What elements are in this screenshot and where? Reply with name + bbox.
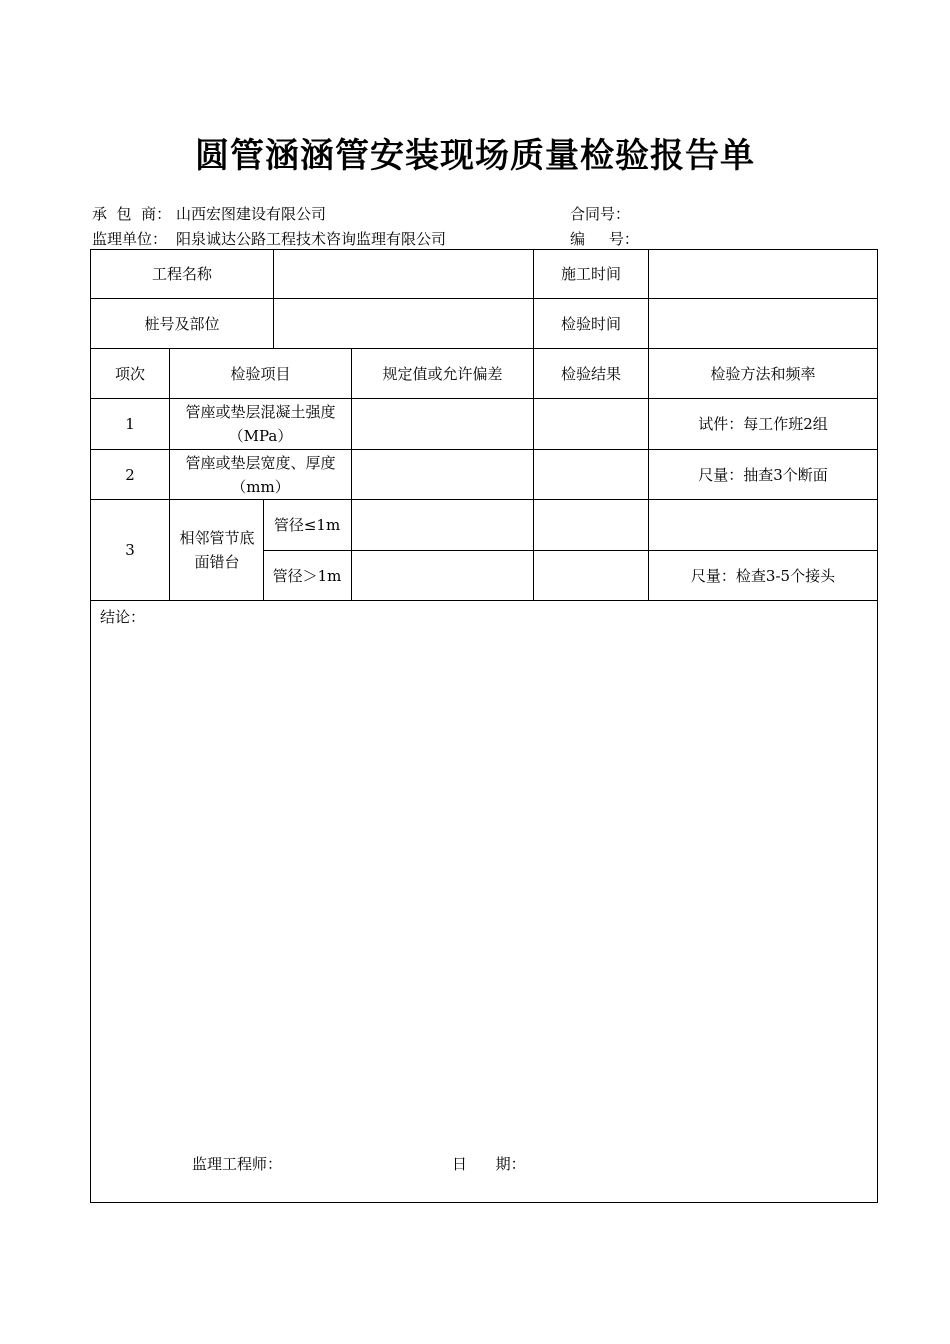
row-2-item: 管座或垫层宽度、厚度（mm）: [185, 453, 336, 496]
contractor-label: 承 包 商：: [92, 205, 172, 223]
page-title: 圆管涵涵管安装现场质量检验报告单: [195, 136, 755, 176]
station-label: 桩号及部位: [144, 314, 220, 333]
inspection-time-field[interactable]: [649, 299, 877, 348]
contract-no-label: 合同号：: [570, 205, 631, 223]
supervisor-value: 阳泉诚达公路工程技术咨询监理有限公司: [176, 230, 447, 248]
construction-time-field[interactable]: [649, 250, 877, 298]
col-header-spec: 规定值或允许偏差: [382, 364, 503, 383]
row-3-item: 相邻管节底面错台: [179, 529, 255, 571]
station-field[interactable]: [274, 299, 533, 348]
row-2-no: 2: [125, 465, 135, 484]
date-label: 日 期：: [452, 1155, 526, 1173]
col-header-method: 检验方法和频率: [710, 364, 816, 383]
row-3b-subitem: 管径＞1m: [272, 566, 342, 585]
col-header-item: 检验项目: [230, 364, 291, 383]
row-3b-spec[interactable]: [352, 551, 533, 600]
row-3-no: 3: [125, 541, 135, 559]
row-1-result[interactable]: [534, 399, 648, 449]
row-1-no: 1: [125, 415, 135, 433]
project-name-field[interactable]: [274, 250, 533, 298]
row-3-method: 尺量：检查3-5个接头: [690, 566, 836, 585]
row-3a-method[interactable]: [649, 500, 877, 550]
row-1-spec[interactable]: [352, 399, 533, 449]
row-3a-result[interactable]: [534, 500, 648, 550]
row-2-result[interactable]: [534, 450, 648, 499]
row-2-method: 尺量：抽查3个断面: [698, 465, 828, 484]
row-3a-subitem: 管径≤1m: [273, 516, 341, 534]
row-3b-result[interactable]: [534, 551, 648, 600]
construction-time-label: 施工时间: [560, 265, 621, 283]
conclusion-label: 结论：: [100, 608, 146, 626]
project-name-label: 工程名称: [151, 265, 212, 283]
contractor-value: 山西宏图建设有限公司: [176, 205, 327, 223]
row-2-spec[interactable]: [352, 450, 533, 499]
col-header-result: 检验结果: [560, 364, 621, 383]
row-1-method: 试件：每工作班2组: [698, 415, 828, 433]
row-3a-spec[interactable]: [352, 500, 533, 550]
serial-label: 编 号：: [570, 230, 639, 248]
row-1-item: 管座或垫层混凝土强度（MPa）: [185, 403, 336, 445]
engineer-label: 监理工程师：: [192, 1155, 283, 1173]
supervisor-label: 监理单位：: [92, 230, 168, 248]
inspection-time-label: 检验时间: [560, 314, 621, 333]
col-header-no: 项次: [114, 364, 145, 383]
inspection-table: [90, 249, 878, 1203]
